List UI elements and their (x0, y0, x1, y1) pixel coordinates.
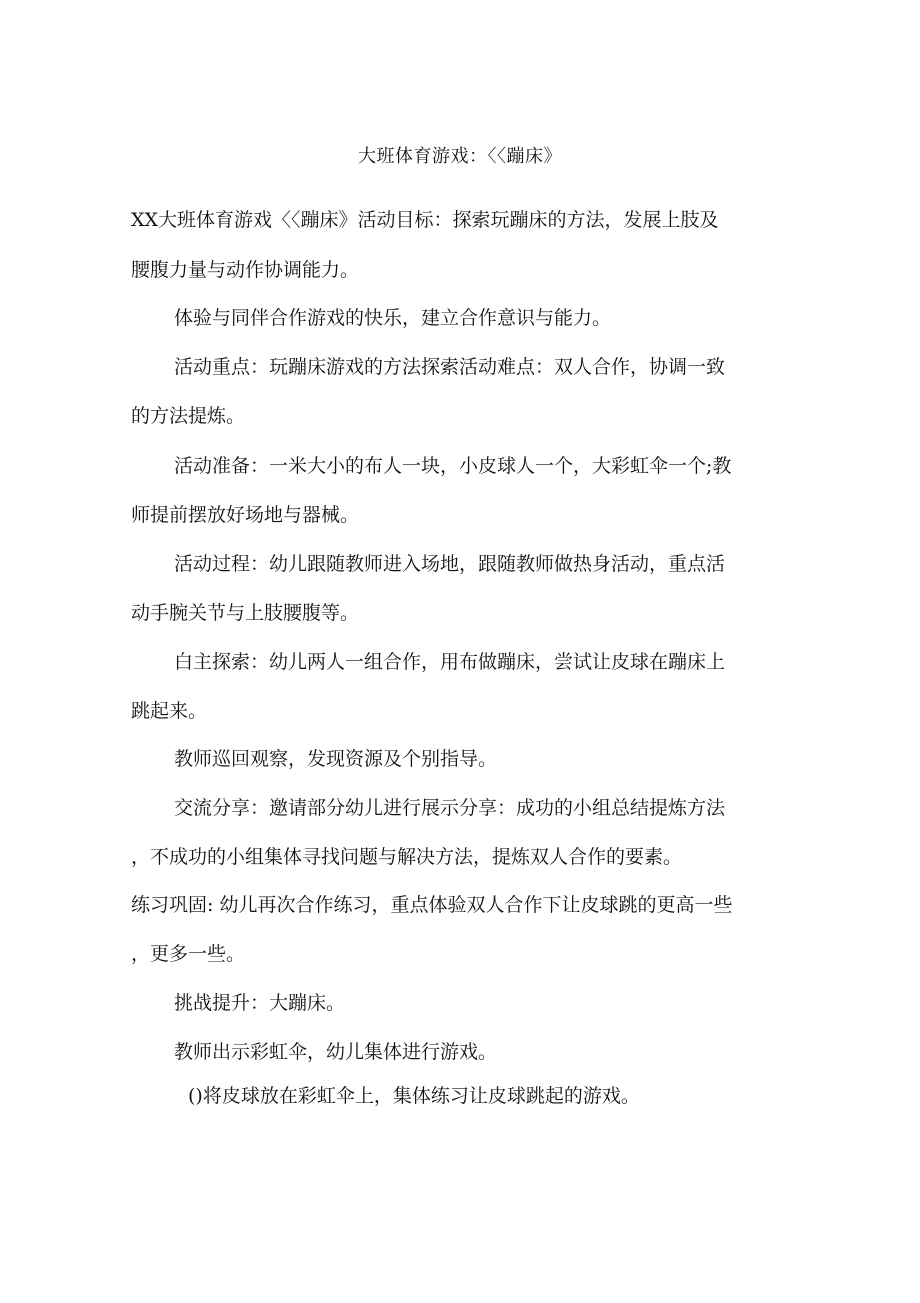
paragraph-line: 挑战提升：大蹦床。 (174, 992, 346, 1014)
paragraph-line: 师提前摆放好场地与器械。 (131, 504, 360, 526)
paragraph-line: 教师出示彩虹伞，幼儿集体进行游戏。 (174, 1041, 498, 1063)
paragraph-line: 活动重点：玩蹦床游戏的方法探索活动难点：双人合作，协调一致 (174, 356, 726, 378)
paragraph-line: 腰腹力量与动作协调能力。 (131, 259, 360, 281)
paragraph-line: 活动准备：一米大小的布人一块，小皮球人一个，大彩虹伞一个;教 (174, 455, 732, 477)
paragraph-line: 白主探索：幼儿两人一组合作，用布做蹦床，尝试让皮球在蹦床上 (174, 651, 726, 673)
paragraph-line: 活动过程：幼儿跟随教师进入场地，跟随教师做热身活动，重点活 (174, 553, 726, 575)
paragraph-line: 体验与同伴合作游戏的快乐，建立合作意识与能力。 (174, 307, 612, 329)
paragraph-line: ，不成功的小组集体寻找问题与解决方法，提炼双人合作的要素。 (131, 846, 683, 868)
paragraph-line: 交流分享：邀请部分幼儿进行展示分享：成功的小组总结提炼方法 (174, 797, 726, 819)
paragraph-line: 跳起来。 (131, 700, 208, 722)
paragraph-line: ()将皮球放在彩虹伞上，集体练习让皮球跳起的游戏。 (188, 1085, 640, 1107)
document-title: 大班体育游戏：〈〈蹦床》 (358, 146, 562, 167)
paragraph-line: 的方法提炼。 (131, 405, 246, 427)
paragraph-line: XX大班体育游戏〈〈蹦床》活动目标：探索玩蹦床的方法，发展上肢及 (131, 209, 719, 231)
paragraph-line: ，更多一些。 (131, 943, 246, 965)
paragraph-line: 练习巩固: 幼儿再次合作练习，重点体验双人合作下让皮球跳的更高一些 (131, 894, 733, 916)
paragraph-line: 动手腕关节与上肢腰腹等。 (131, 602, 360, 624)
paragraph-line: 教师巡回观察，发现资源及个别指导。 (174, 748, 498, 770)
